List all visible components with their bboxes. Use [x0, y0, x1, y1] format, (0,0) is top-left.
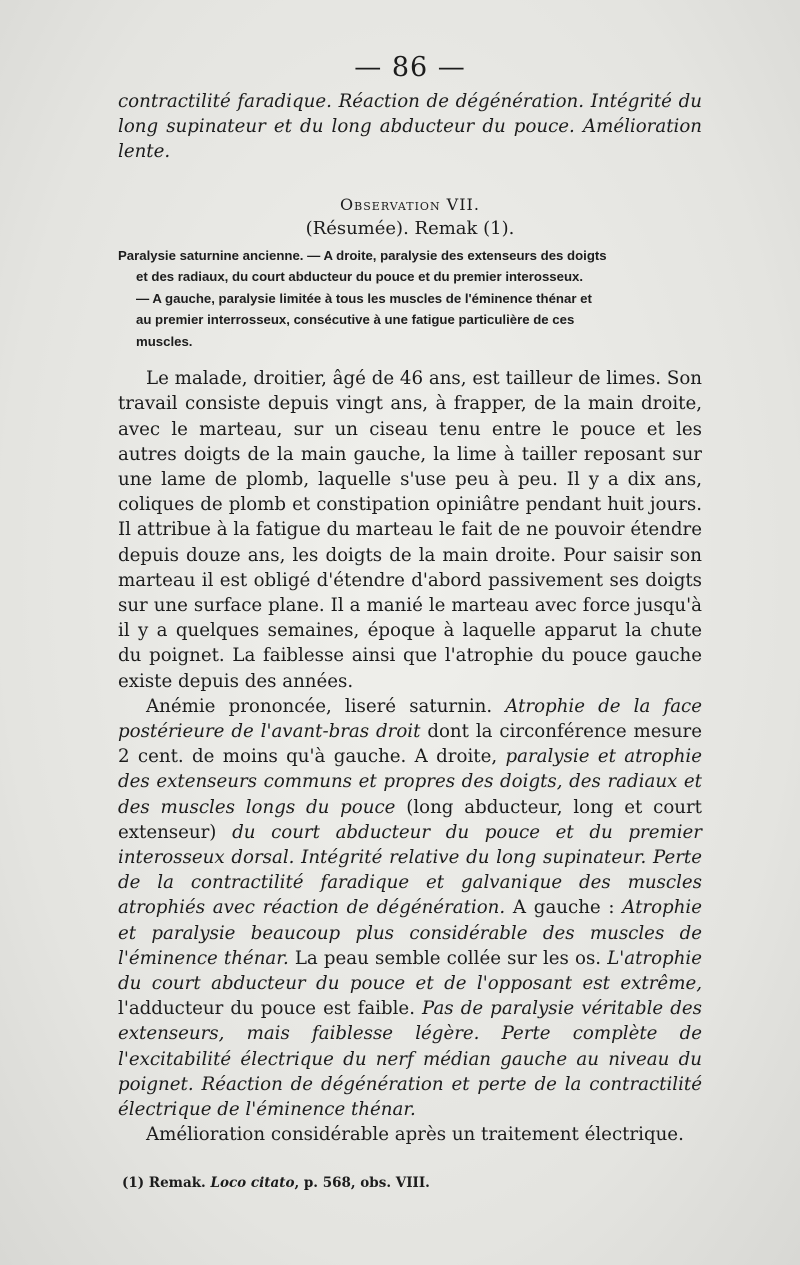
footnote [118, 1175, 702, 1191]
findings-text: (long abducteur, long et court extenseur) [118, 796, 702, 843]
summary-line: et des radiaux, du court abducteur du pouce et du premier interosseux. [136, 269, 584, 285]
summary-line: Paralysie saturnine ancienne. — A droite, paralysie des extenseurs des doigts [118, 247, 607, 263]
findings-text: Anémie prononcée, liseré saturnin. [146, 695, 506, 717]
findings-text: dont la circonférence mesure 2 cent. de moins qu'à gauche. A droite, [118, 720, 702, 768]
observation-heading: Observation VII. [340, 194, 480, 214]
footnote-italic: Loco citato [210, 1175, 295, 1192]
summary-line: — A gauche, paralysie limitée à tous les muscles de l'éminence thénar et [136, 290, 592, 306]
findings-text: La peau semble collée sur les os. [288, 947, 608, 969]
findings-italic: L'atrophie du court abducteur du pouce et de l'opposant est extrême, [118, 947, 702, 994]
findings-text: A gauche : [505, 897, 623, 919]
findings-italic: Atrophie de la face postérieure de l'avant-bras droit [118, 695, 703, 742]
findings-italic: paralysie et atrophie des extenseurs communs et propres des doigts, des radiaux et des muscles longs du pouce [118, 746, 702, 818]
findings-italic: Pas de paralysie véritable des extenseurs, mais faiblesse légère. Perte complète de l'excitabilité électrique du nerf médian gauche au niveau du poignet. Réaction de dégénération et perte de la contractilité électrique de l'éminence thénar. [118, 998, 702, 1120]
footnote-prefix: (1) Remak. [122, 1175, 211, 1192]
summary-line: au premier interrosseux, consécutive à une fatigue particulière de ces [136, 312, 575, 328]
findings-text: l'adducteur du pouce est faible. [118, 998, 423, 1020]
footnote-suffix: , p. 568, obs. VIII. [294, 1175, 430, 1192]
intro-paragraph [118, 89, 702, 165]
observation-body [118, 366, 702, 1147]
observation-subheading: (Résumée). Remak (1). [305, 217, 515, 239]
outcome-paragraph: Amélioration considérable après un traitement électrique. [146, 1124, 684, 1146]
findings-italic: du court abducteur du pouce et du premier interosseux dorsal. Intégrité relative du long supinateur. Perte de la contractilité faradique et galvanique des muscles atrophiés avec réaction de dégénération. [118, 821, 702, 919]
findings-paragraph [118, 694, 702, 1122]
page-number: — 86 — [354, 52, 466, 83]
summary-line: muscles. [136, 333, 193, 349]
findings-italic: Atrophie et paralysie beaucoup plus considérable des muscles de l'éminence thénar. [118, 897, 702, 969]
intro-text: contractilité faradique. Réaction de dégénération. Intégrité du long supinateur et du long abducteur du pouce. Amélioration lente. [118, 91, 702, 163]
history-paragraph: Le malade, droitier, âgé de 46 ans, est tailleur de limes. Son travail consiste depuis vingt ans, à frapper, de la main droite, avec le marteau, sur un ciseau tenu entre le pouce et les autres doigts de la main gauche, la lime à tailler reposant sur une lame de plomb, laquelle s'use peu à peu. Il y a dix ans, coliques de plomb et constipation opiniâtre pendant huit jours. Il attribue à la fatigue du marteau le fait de ne pouvoir étendre depuis douze ans, les doigts de la main droite. Pour saisir son marteau il est obligé d'étendre d'abord passivement ses doigts sur une surface plane. Il a manié le marteau avec force jusqu'à il y a quelques semaines, époque à laquelle apparut la chute du poignet. La faiblesse ainsi que l'atrophie du pouce gauche existe depuis des années. [118, 368, 702, 692]
case-summary [118, 245, 702, 353]
